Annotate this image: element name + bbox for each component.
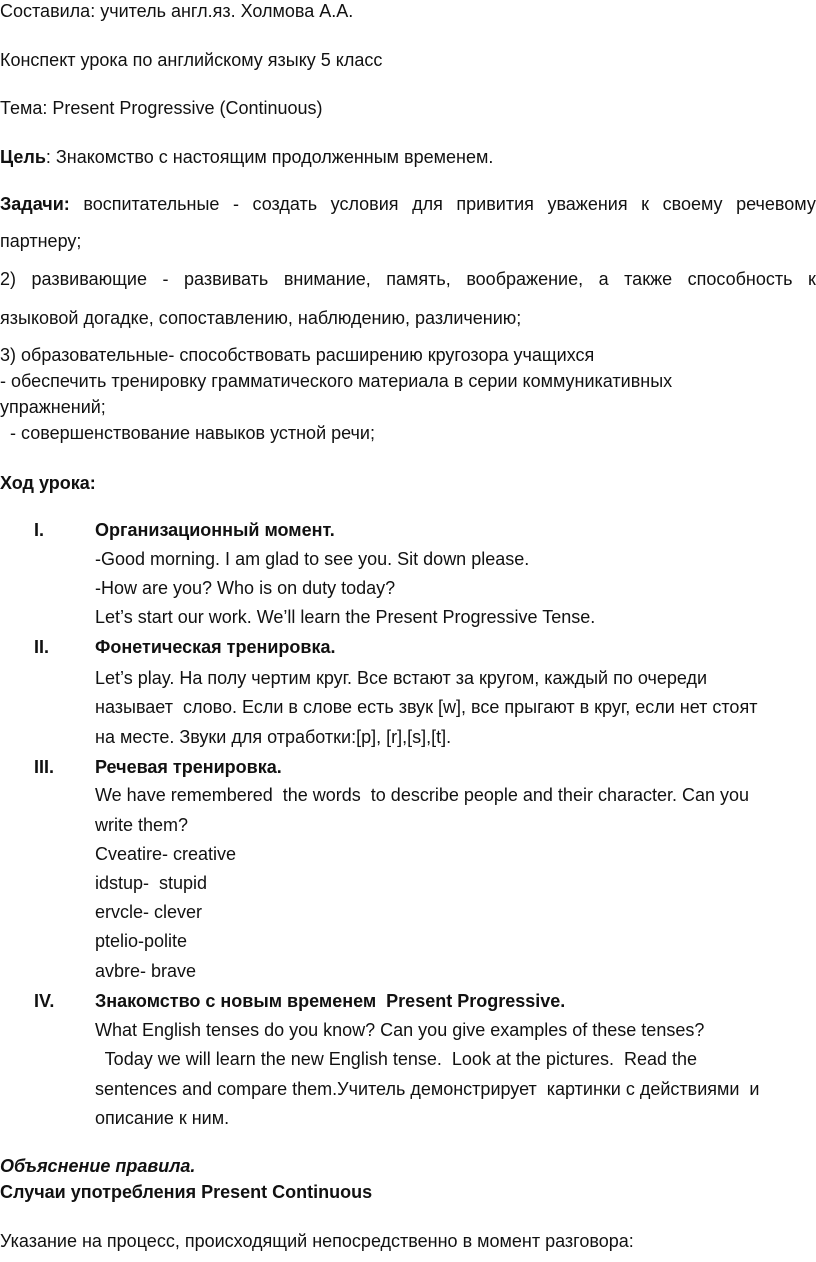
tasks-line-2-cont: языковой догадке, сопоставлению, наблюдению, различению;	[0, 308, 522, 328]
first-use-line: Указание на процесс, происходящий непосредственно в момент разговора:	[0, 1231, 634, 1251]
text-line: We have remembered the words to describe people and their character. Can you	[95, 785, 750, 805]
word-pair: idstup- stupid	[95, 873, 208, 893]
section-title: Организационный момент.	[95, 520, 335, 540]
word: память,	[386, 269, 451, 289]
course-title: Ход урока:	[0, 473, 96, 493]
tasks-line-5: упражнений;	[0, 397, 106, 417]
text-line: Let’s start our work. We’ll learn the Present Progressive Tense.	[95, 607, 596, 627]
word: привития	[456, 194, 534, 214]
word: создать	[252, 194, 318, 214]
text-line: описание к ним.	[95, 1108, 230, 1128]
word: способность	[687, 269, 793, 289]
section-number: IV.	[34, 991, 55, 1011]
text-line: на месте. Звуки для отработки:[p], [r],[s],[t].	[95, 727, 452, 747]
word: воображение,	[466, 269, 584, 289]
goal-line	[0, 146, 493, 168]
text-line: -How are you? Who is on duty today?	[95, 578, 396, 598]
word: условия	[330, 194, 399, 214]
tasks-line-4: - обеспечить тренировку грамматического материала в серии коммуникативных	[0, 371, 673, 391]
tasks-line-1-cont: партнеру;	[0, 231, 82, 251]
word: воспитательные	[83, 194, 220, 214]
word: для	[412, 194, 443, 214]
usage-title: Случаи употребления Present Continuous	[0, 1182, 373, 1202]
word-pair: ervcle- clever	[95, 902, 203, 922]
word: к	[808, 269, 816, 289]
text-line: Today we will learn the new English tense. Look at the pictures. Read the	[95, 1049, 698, 1069]
section-title: Фонетическая тренировка.	[95, 637, 336, 657]
goal-text: : Знакомство с настоящим продолженным временем.	[45, 147, 494, 167]
section-number: III.	[34, 757, 55, 777]
text-line: write them?	[95, 815, 189, 835]
word: а	[598, 269, 609, 289]
goal-label: Цель	[0, 147, 46, 167]
word-pair: Cveatire- creative	[95, 844, 237, 864]
word: также	[624, 269, 673, 289]
explanation-title: Объяснение правила.	[0, 1156, 196, 1176]
author-line: Составила: учитель англ.яз. Холмова А.А.	[0, 1, 354, 21]
section-title: Речевая тренировка.	[95, 757, 282, 777]
text-line: What English tenses do you know? Can you give examples of these tenses?	[95, 1020, 705, 1040]
tasks-line-6: - совершенствование навыков устной речи;	[0, 423, 375, 443]
lesson-line: Конспект урока по английскому языку 5 класс	[0, 50, 383, 70]
word-pair: ptelio-polite	[95, 931, 188, 951]
tasks-line-3: 3) образовательные- способствовать расширению кругозора учащихся	[0, 345, 595, 365]
word: развивающие	[31, 269, 147, 289]
section-title: Знакомство с новым временем Present Progressive.	[95, 991, 566, 1011]
word: -	[232, 194, 239, 214]
topic-line: Тема: Present Progressive (Continuous)	[0, 98, 323, 118]
word: -	[162, 269, 169, 289]
text-line: Let’s play. На полу чертим круг. Все встают за кругом, каждый по очереди	[95, 668, 708, 688]
word-pair: avbre- brave	[95, 961, 197, 981]
word: к	[641, 194, 650, 214]
tasks-label: Задачи:	[0, 194, 70, 214]
word: 2)	[0, 269, 17, 289]
word: речевому	[736, 194, 816, 214]
section-number: II.	[34, 637, 50, 657]
tasks-line-1	[0, 193, 816, 215]
text-line: sentences and compare them.Учитель демонстрирует картинки с действиями и	[95, 1079, 760, 1099]
word: своему	[662, 194, 723, 214]
word: уважения	[547, 194, 628, 214]
section-number: I.	[34, 520, 45, 540]
tasks-line-2	[0, 268, 816, 290]
text-line: называет слово. Если в слове есть звук [w], все прыгают в круг, если нет стоят	[95, 697, 758, 717]
word: развивать	[184, 269, 269, 289]
text-line: -Good morning. I am glad to see you. Sit down please.	[95, 549, 530, 569]
word: внимание,	[283, 269, 371, 289]
